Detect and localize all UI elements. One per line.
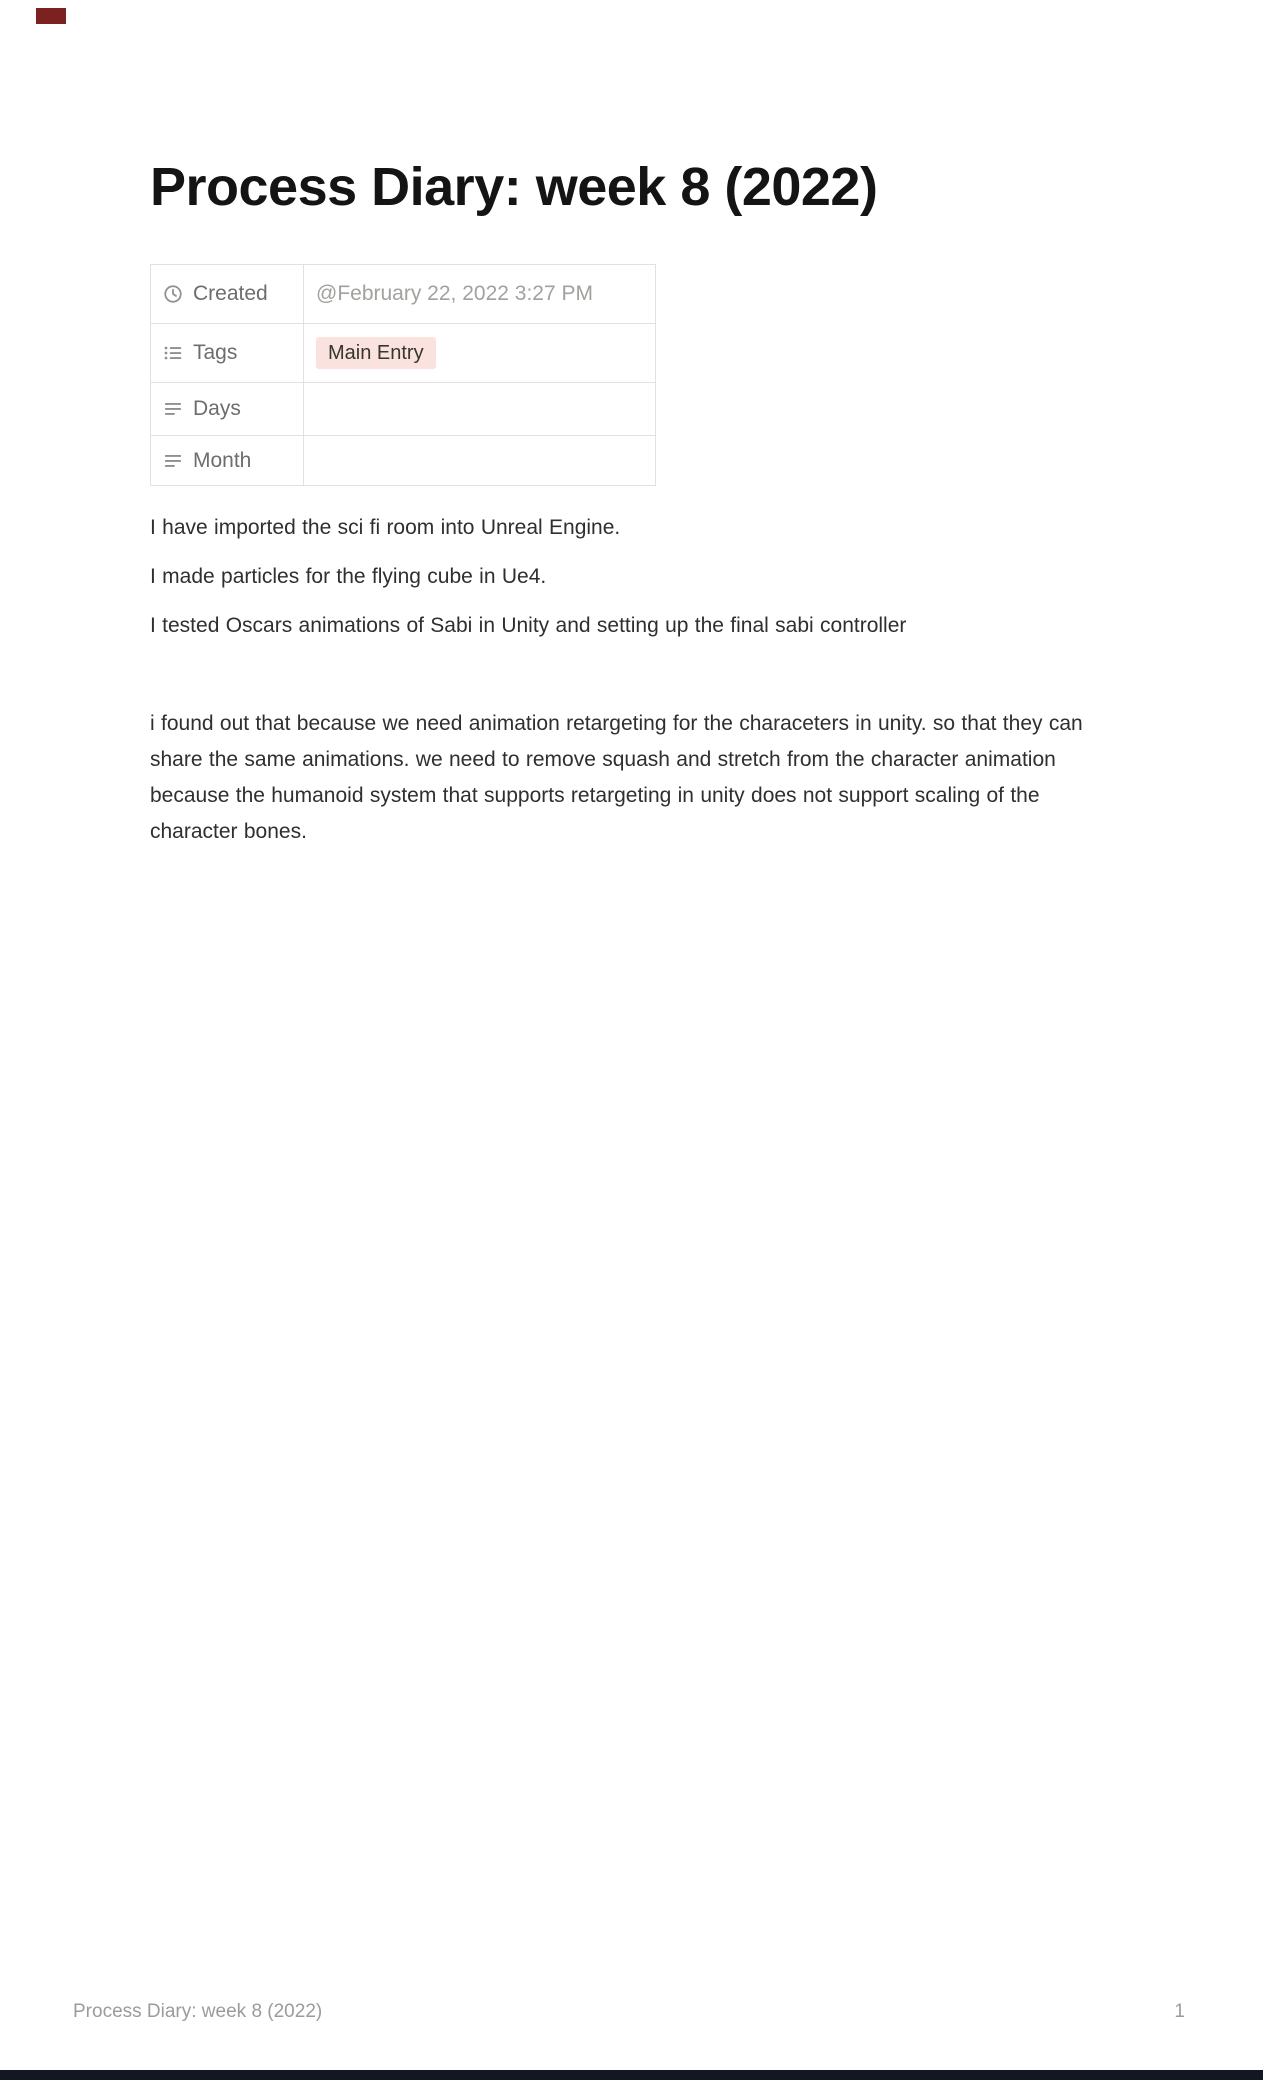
page-footer (0, 2001, 1263, 2023)
property-value-cell (304, 265, 656, 324)
page-body (150, 510, 1108, 863)
property-label-cell (151, 436, 304, 486)
property-label: Created (193, 282, 268, 305)
tag-chip-main-entry: Main Entry (316, 337, 436, 369)
property-row-days (151, 383, 656, 436)
properties-table (150, 264, 656, 486)
created-date-value: @February 22, 2022 3:27 PM (316, 282, 593, 305)
paragraph: I tested Oscars animations of Sabi in Unity and setting up the final sabi controller (150, 614, 907, 637)
footer-page-number: 1 (1174, 2001, 1185, 2022)
property-row-tags (151, 324, 656, 383)
property-label: Tags (193, 341, 238, 364)
bottom-bar (0, 2070, 1263, 2080)
property-label-cell (151, 324, 304, 383)
property-row-month (151, 436, 656, 486)
top-left-mark (36, 8, 66, 24)
paragraph: I have imported the sci fi room into Unreal Engine. (150, 516, 621, 539)
property-label: Month (193, 448, 252, 472)
property-value-cell (304, 324, 656, 383)
property-value-cell (304, 436, 656, 486)
page-title: Process Diary: week 8 (2022) (150, 157, 878, 217)
property-label-cell (151, 265, 304, 324)
paragraph: I made particles for the flying cube in Ue4. (150, 565, 547, 588)
text-lines-icon (163, 451, 183, 471)
property-row-created (151, 265, 656, 324)
property-label-cell (151, 383, 304, 436)
footer-title: Process Diary: week 8 (2022) (73, 2001, 323, 2022)
paragraph: i found out that because we need animation retargeting for the characeters in unity. so that they can share the same animations. we need to remove squash and stretch from the character animation because the humanoid system that supports retargeting in unity does not support scaling of the character bones. (150, 712, 1083, 843)
empty-paragraph (150, 657, 1108, 693)
property-value-cell (304, 383, 656, 436)
property-label: Days (193, 397, 241, 420)
clock-icon (163, 284, 183, 304)
bullet-list-icon (163, 343, 183, 363)
text-lines-icon (163, 399, 183, 419)
